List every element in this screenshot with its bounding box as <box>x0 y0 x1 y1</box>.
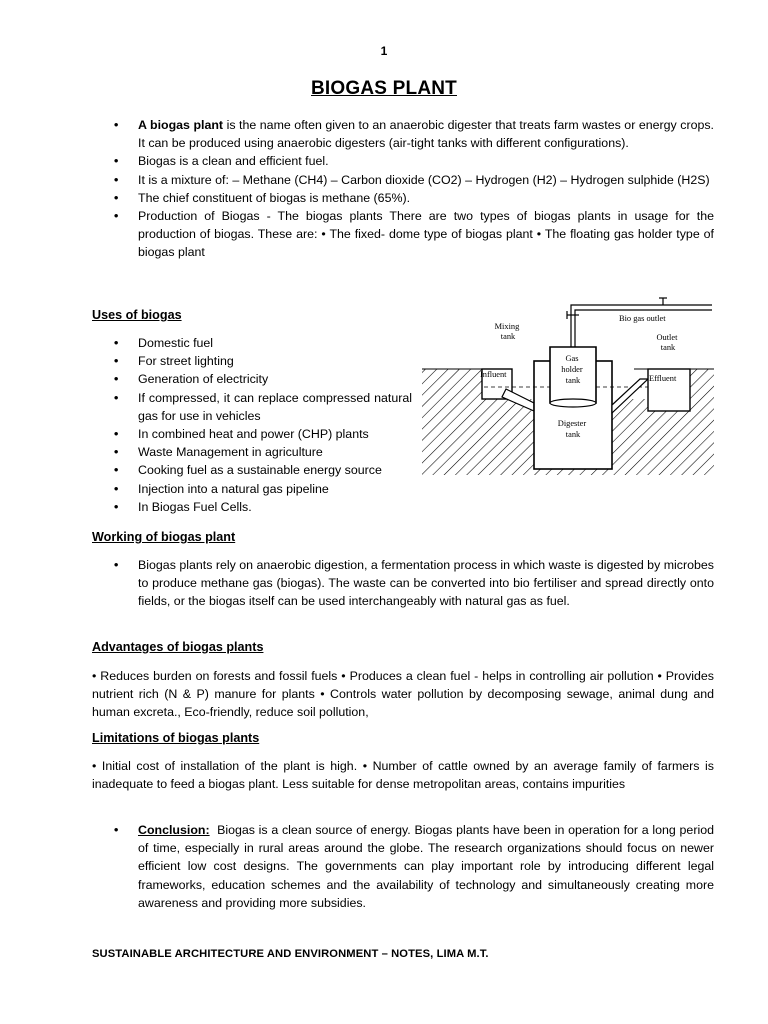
list-item: • Generation of electricity <box>114 370 412 388</box>
page-number: 1 <box>380 44 388 58</box>
list-item-text: Production of Biogas - The biogas plants There are two types of biogas plants in usage for the production of biogas. These are: • The fixed- dome type of biogas plant • The floating gas holder type of biogas plant <box>138 209 714 260</box>
conclusion-label: Conclusion: <box>138 823 210 837</box>
list-item: • For street lighting <box>114 352 412 370</box>
list-item-text: The chief constituent of biogas is methane (65%). <box>138 190 411 205</box>
intro-list <box>114 116 714 262</box>
label-holder: holder <box>561 365 583 374</box>
list-item-text: It is a mixture of: – Methane (CH4) – Carbon dioxide (CO2) – Hydrogen (H2) – Hydrogen sulphide (H2S) <box>138 172 710 187</box>
list-item-text: is the name often given to an anaerobic digester that treats farm wastes or energy crops. It can be produced using anaerobic digesters (air-tight tanks with different configurations). <box>138 118 714 151</box>
list-item: • Biogas plants rely on anaerobic digestion, a fermentation process in which waste is digested by microbes to produce methane gas (biogas). The waste can be converted into bio fertiliser and spread directly onto fields, or the biogas itself can be used interchangeably with natural gas as fuel. <box>114 556 714 611</box>
label-mixing-tank <box>495 322 522 341</box>
footer: SUSTAINABLE ARCHITECTURE AND ENVIRONMENT – NOTES, LIMA M.T. <box>92 948 489 960</box>
gas-outlet-pipe <box>571 305 712 347</box>
conclusion-text: Biogas is a clean source of energy. Biogas plants have been in operation for a long period of time, especially in rural areas around the globe. The research organizations should focus on newer efficient low cost designs. The governments can play important role by introducing different legal frameworks, education schemes and the availability of technology and simultaneously creating more awareness and providing more subsidies. <box>138 823 714 910</box>
list-item-text: Biogas is a clean and efficient fuel. <box>138 154 329 169</box>
limitations-heading: Limitations of biogas plants <box>92 731 260 745</box>
biogas-plant-diagram <box>422 293 714 475</box>
label-digester-1: Digester <box>557 419 587 428</box>
advantages-text: • Reduces burden on forests and fossil fuels • Produces a clean fuel - helps in controlling air pollution • Provides nutrient rich (N & P) manure for plants • Controls water pollution by decomposing sewage, animal dung and human excreta., Eco-friendly, reduce soil pollution, <box>92 669 714 720</box>
label-biogas-outlet: Bio gas outlet <box>619 314 666 323</box>
working-heading: Working of biogas plant <box>92 530 236 544</box>
label-mixing: Mixing <box>494 322 520 331</box>
list-item <box>114 821 714 912</box>
list-item <box>114 171 714 189</box>
label-gas: Gas <box>565 354 579 363</box>
advantages-heading: Advantages of biogas plants <box>92 640 264 654</box>
uses-list <box>114 334 412 516</box>
list-item <box>114 116 714 152</box>
label-effluent: Effluent <box>649 374 677 383</box>
label-outlet-tank <box>656 333 679 352</box>
uses-heading: Uses of biogas <box>92 308 182 322</box>
label-tank: tank <box>565 376 581 385</box>
label-digester-2: tank <box>565 430 581 439</box>
list-item: • Cooking fuel as a sustainable energy source <box>114 461 412 479</box>
label-mixing-tank-2: tank <box>500 332 516 341</box>
list-item: • Waste Management in agriculture <box>114 443 412 461</box>
list-item: • Injection into a natural gas pipeline <box>114 480 412 498</box>
conclusion-list <box>114 821 714 912</box>
limitations-text: • Initial cost of installation of the plant is high. • Number of cattle owned by an average family of farmers is inadequate to feed a biogas plant. Less suitable for dense metropolitan areas, contains impurities <box>92 759 714 792</box>
list-item <box>114 189 714 207</box>
bold-term: A biogas plant <box>138 118 224 132</box>
list-item <box>114 207 714 262</box>
working-list <box>114 556 714 611</box>
list-item <box>114 152 714 170</box>
list-item: • Domestic fuel <box>114 334 412 352</box>
label-outlet-tank-2: tank <box>660 343 676 352</box>
list-item: • In Biogas Fuel Cells. <box>114 498 412 516</box>
list-item: • If compressed, it can replace compressed natural gas for use in vehicles <box>114 389 412 425</box>
page-title: BIOGAS PLANT <box>311 78 457 99</box>
label-influent: Influent <box>480 370 507 379</box>
list-item: • In combined heat and power (CHP) plants <box>114 425 412 443</box>
label-outlet: Outlet <box>656 333 678 342</box>
